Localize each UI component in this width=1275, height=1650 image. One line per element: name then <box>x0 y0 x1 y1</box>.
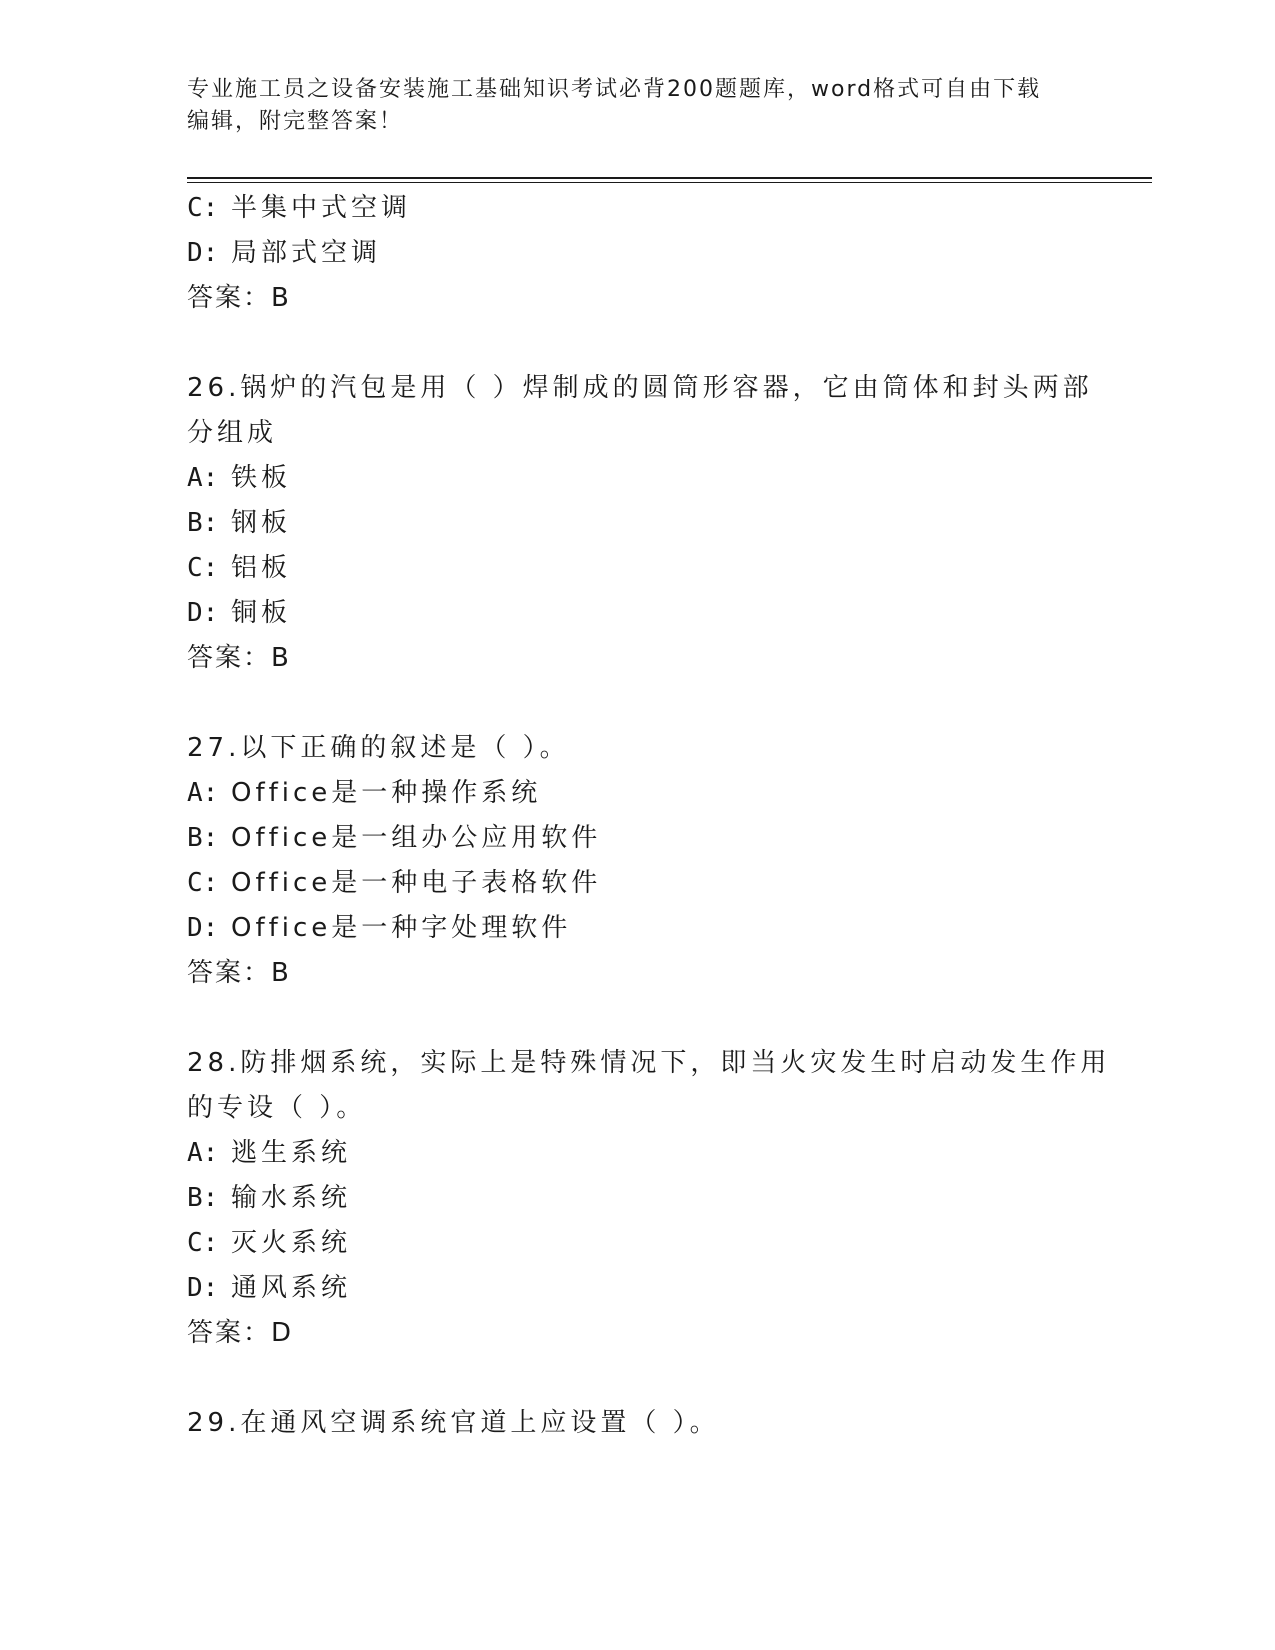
answer-line: 答案：B <box>187 283 291 313</box>
answer-line: 答案：B <box>187 958 291 988</box>
option-text: 半集中式空调 <box>231 193 412 223</box>
option-c <box>187 546 1087 591</box>
option-text: 输水系统 <box>231 1183 352 1213</box>
option-text: 灭火系统 <box>231 1228 352 1258</box>
question-text-cont: 的专设（ ）。 <box>187 1093 367 1123</box>
option-tag: A: <box>187 463 219 493</box>
option-tag: D: <box>187 1273 219 1303</box>
option-c <box>187 1221 1087 1266</box>
option-text: 逃生系统 <box>231 1138 352 1168</box>
option-d <box>187 906 1087 951</box>
option-a <box>187 1131 1087 1176</box>
option-tag: D: <box>187 598 219 628</box>
option-b <box>187 816 1087 861</box>
option-tag: D: <box>187 913 219 943</box>
question-text: 26.锅炉的汽包是用（ ）焊制成的圆筒形容器，它由筒体和封头两部 <box>187 373 1093 403</box>
option-tag: C: <box>187 1228 219 1258</box>
option-text: 局部式空调 <box>231 238 382 268</box>
answer-line: 答案：B <box>187 643 291 673</box>
option-text: Office是一种电子表格软件 <box>231 868 602 898</box>
option-tag: B: <box>187 1183 219 1213</box>
option-tag: C: <box>187 868 219 898</box>
question-text-cont: 分组成 <box>187 418 278 448</box>
option-tag: A: <box>187 1138 219 1168</box>
option-text: 铝板 <box>231 553 292 583</box>
option-d <box>187 231 1087 276</box>
question-text: 28.防排烟系统，实际上是特殊情况下，即当火灾发生时启动发生作用 <box>187 1048 1111 1078</box>
option-text: 通风系统 <box>231 1273 352 1303</box>
option-tag: A: <box>187 778 219 808</box>
option-tag: B: <box>187 823 219 853</box>
question-text: 27.以下正确的叙述是（ ）。 <box>187 733 570 763</box>
question-25-continued <box>187 186 1087 321</box>
question-content <box>187 186 1111 1446</box>
option-text: Office是一组办公应用软件 <box>231 823 602 853</box>
option-d <box>187 591 1087 636</box>
option-tag: B: <box>187 508 219 538</box>
option-text: Office是一种操作系统 <box>231 778 542 808</box>
header-divider-thin <box>187 182 1152 183</box>
option-tag: C: <box>187 193 219 223</box>
question-text: 29.在通风空调系统官道上应设置（ ）。 <box>187 1408 720 1438</box>
option-d <box>187 1266 1087 1311</box>
option-tag: D: <box>187 238 219 268</box>
option-text: 钢板 <box>231 508 292 538</box>
option-c <box>187 861 1087 906</box>
option-b <box>187 1176 1087 1221</box>
option-text: Office是一种字处理软件 <box>231 913 572 943</box>
option-c <box>187 186 1087 231</box>
option-text: 铁板 <box>231 463 292 493</box>
option-tag: C: <box>187 553 219 583</box>
header-line-2: 编辑，附完整答案！ <box>187 109 404 134</box>
question-29 <box>187 1401 1087 1446</box>
header-line-1: 专业施工员之设备安装施工基础知识考试必背200题题库，word格式可自由下载 <box>187 77 1042 102</box>
option-a <box>187 456 1087 501</box>
option-b <box>187 501 1087 546</box>
option-a <box>187 771 1087 816</box>
answer-line: 答案：D <box>187 1318 294 1348</box>
option-text: 铜板 <box>231 598 292 628</box>
header-divider-thick <box>187 177 1152 179</box>
document-header <box>187 74 1087 138</box>
question-26 <box>187 366 1093 681</box>
question-27 <box>187 726 1087 996</box>
question-28 <box>187 1041 1111 1356</box>
